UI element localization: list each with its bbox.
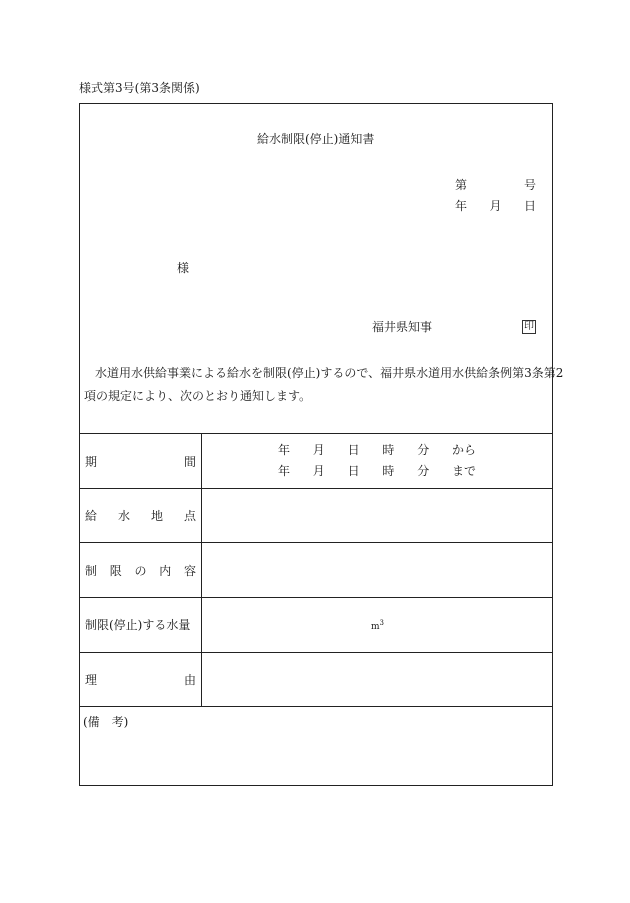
row-divider-1 [79, 488, 553, 489]
period-label [85, 456, 196, 468]
from-suffix: から [451, 443, 476, 457]
date-month: 月 [489, 199, 502, 213]
row-divider-4 [79, 652, 553, 653]
to-hour: 時 [382, 464, 395, 478]
to-minute: 分 [417, 464, 430, 478]
content-label-char-2: 限 [109, 564, 122, 578]
content-label [85, 565, 196, 577]
from-hour: 時 [382, 443, 395, 457]
table-top-divider [79, 433, 553, 434]
reason-label-char-1: 理 [85, 673, 98, 687]
remarks-label: (備 考) [83, 715, 129, 729]
document-number [455, 179, 536, 191]
to-year: 年 [278, 464, 291, 478]
from-day: 日 [347, 443, 360, 457]
volume-unit [371, 620, 384, 632]
volume-unit-exponent: 3 [379, 619, 385, 627]
row-divider-2 [79, 542, 553, 543]
volume-unit-base: m [371, 622, 380, 632]
to-suffix: まで [451, 464, 476, 478]
row-divider-3 [79, 597, 553, 598]
location-label-char-3: 地 [150, 509, 163, 523]
notice-body-line-1: 水道用水供給事業による給水を制限(停止)するので、福井県水道用水供給条例第3条第2 [95, 366, 564, 380]
location-label-char-2: 水 [117, 509, 130, 523]
form-header: 様式第3号(第3条関係) [79, 81, 200, 95]
content-label-char-3: の [134, 564, 147, 578]
document-title: 給水制限(停止)通知書 [257, 132, 375, 146]
number-prefix: 第 [455, 178, 468, 192]
reason-label-char-2: 由 [183, 673, 196, 687]
issuer-name: 福井県知事 [372, 320, 433, 334]
content-label-char-5: 容 [183, 564, 196, 578]
period-label-char-1: 期 [85, 455, 98, 469]
to-day: 日 [347, 464, 360, 478]
location-label-char-1: 給 [85, 509, 98, 523]
from-month: 月 [312, 443, 325, 457]
issue-date [455, 200, 536, 212]
number-suffix: 号 [523, 178, 536, 192]
location-label [85, 510, 196, 522]
location-label-char-4: 点 [183, 509, 196, 523]
label-column-divider [201, 433, 202, 706]
date-day: 日 [523, 199, 536, 213]
row-divider-5 [79, 706, 553, 707]
from-year: 年 [278, 443, 291, 457]
period-label-char-2: 間 [183, 455, 196, 469]
recipient-suffix: 様 [177, 261, 190, 275]
date-year: 年 [455, 199, 468, 213]
reason-label [85, 674, 196, 686]
seal-mark: 印 [524, 321, 534, 332]
period-from [278, 444, 476, 456]
notice-body-line-2: 項の規定により、次のとおり通知します。 [84, 389, 312, 403]
period-to [278, 465, 476, 477]
to-month: 月 [312, 464, 325, 478]
volume-label: 制限(停止)する水量 [85, 618, 191, 632]
content-label-char-1: 制 [85, 564, 98, 578]
content-label-char-4: 内 [159, 564, 172, 578]
from-minute: 分 [417, 443, 430, 457]
